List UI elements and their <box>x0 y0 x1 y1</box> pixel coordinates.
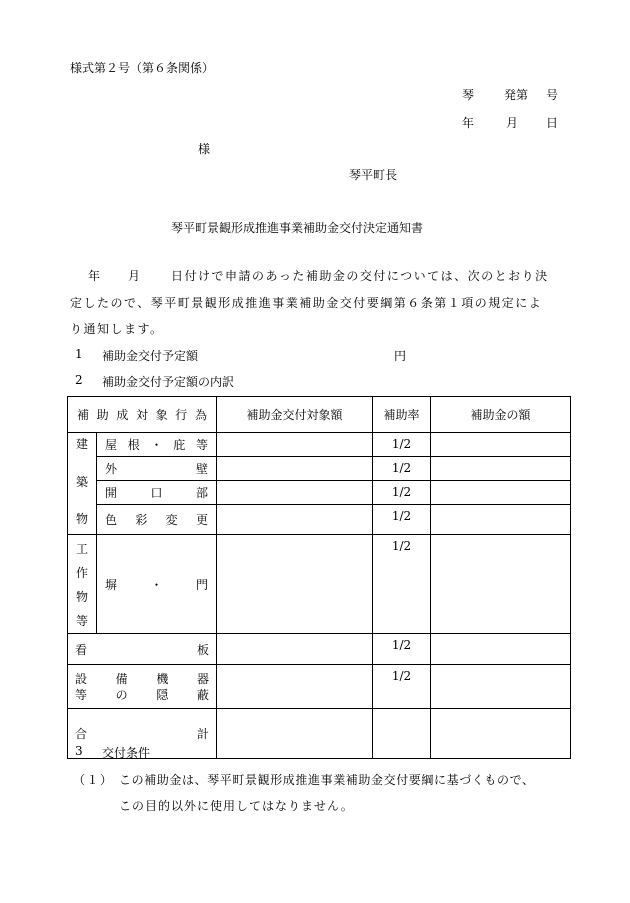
header-target-amount: 補助金交付対象額 <box>217 397 373 433</box>
total-target-amount-cell[interactable] <box>217 709 373 759</box>
group-structure: 工 作 物 等 <box>68 535 97 634</box>
doc-date-day: 日 <box>546 116 559 130</box>
section-3-label: 交付条件 <box>102 746 151 760</box>
rate-cell: 1/2 <box>373 665 431 709</box>
table-row <box>68 634 571 665</box>
section-1-label: 補助金交付予定額 <box>102 349 199 363</box>
item-outer-wall: 外 壁 <box>97 457 217 481</box>
target-amount-cell[interactable] <box>217 433 373 457</box>
rate-cell: 1/2 <box>373 634 431 665</box>
doc-number-c2: 発第 <box>504 88 529 102</box>
document-title: 琴平町景観形成推進事業補助金交付決定通知書 <box>171 221 424 235</box>
table-row <box>68 535 571 634</box>
section-1-number: 1 <box>75 347 83 361</box>
doc-date-year: 年 <box>462 116 475 130</box>
subsidy-breakdown-table <box>67 396 571 759</box>
subsidy-amount-cell[interactable] <box>431 505 571 535</box>
total-subsidy-amount-cell[interactable] <box>431 709 571 759</box>
subsidy-amount-cell[interactable] <box>431 535 571 634</box>
body-year: 年 <box>88 269 102 283</box>
section-3-number: 3 <box>75 744 83 758</box>
subsidy-amount-cell[interactable] <box>431 433 571 457</box>
issuer-name: 琴平町長 <box>349 168 398 182</box>
rate-cell: 1/2 <box>373 433 431 457</box>
header-rate: 補助率 <box>373 397 431 433</box>
rate-cell: 1/2 <box>373 535 431 634</box>
rate-cell: 1/2 <box>373 505 431 535</box>
body-month: 月 <box>128 269 142 283</box>
target-amount-cell[interactable] <box>217 535 373 634</box>
subsidy-amount-cell[interactable] <box>431 481 571 505</box>
body-line-1-rest: 日付けで申請のあった補助金の交付については、次のとおり決 <box>171 269 549 283</box>
doc-number-c1: 琴 <box>462 88 475 102</box>
target-amount-cell[interactable] <box>217 505 373 535</box>
item-opening: 開 口 部 <box>97 481 217 505</box>
section-2-number: 2 <box>75 373 83 387</box>
subsidy-amount-cell[interactable] <box>431 457 571 481</box>
target-amount-cell[interactable] <box>217 665 373 709</box>
section-2-label: 補助金交付予定額の内訳 <box>102 375 235 389</box>
body-line-2: 定したので、琴平町景観形成推進事業補助金交付要綱第６条第１項の規定によ <box>70 296 543 310</box>
item-total: 合 計 <box>68 709 217 759</box>
target-amount-cell[interactable] <box>217 457 373 481</box>
target-amount-cell[interactable] <box>217 634 373 665</box>
table-row <box>68 457 571 481</box>
header-activity: 補 助 成 対 象 行 為 <box>68 397 217 433</box>
condition-1-line-2: この目的以外に使用してはなりません。 <box>119 799 354 813</box>
doc-date-month: 月 <box>506 116 519 130</box>
item-equipment-concealment: 設 備 機 器 等 の 隠 蔽 <box>68 665 217 709</box>
rate-cell: 1/2 <box>373 481 431 505</box>
section-1-unit: 円 <box>394 349 407 363</box>
form-label: 様式第２号（第６条関係） <box>70 61 215 75</box>
table-row <box>68 481 571 505</box>
target-amount-cell[interactable] <box>217 481 373 505</box>
item-signboard: 看 板 <box>68 634 217 665</box>
doc-number-c3: 号 <box>546 88 559 102</box>
condition-1-line-1: この補助金は、琴平町景観形成推進事業補助金交付要綱に基づくもので、 <box>119 773 535 787</box>
body-line-3: り通知します。 <box>70 322 164 336</box>
addressee-suffix: 様 <box>198 142 211 156</box>
item-color-change: 色 彩 変 更 <box>97 505 217 535</box>
group-building: 建 築 物 <box>68 433 97 535</box>
subsidy-amount-cell[interactable] <box>431 634 571 665</box>
table-row <box>68 433 571 457</box>
item-fence-gate: 塀 ・ 門 <box>97 535 217 634</box>
condition-1-number: （１） <box>73 773 114 787</box>
table-row <box>68 665 571 709</box>
table-header-row <box>68 397 571 433</box>
table-row <box>68 505 571 535</box>
item-roof: 屋 根 ・ 庇 等 <box>97 433 217 457</box>
rate-cell: 1/2 <box>373 457 431 481</box>
subsidy-amount-cell[interactable] <box>431 665 571 709</box>
header-subsidy-amount: 補助金の額 <box>431 397 571 433</box>
total-rate-cell <box>373 709 431 759</box>
